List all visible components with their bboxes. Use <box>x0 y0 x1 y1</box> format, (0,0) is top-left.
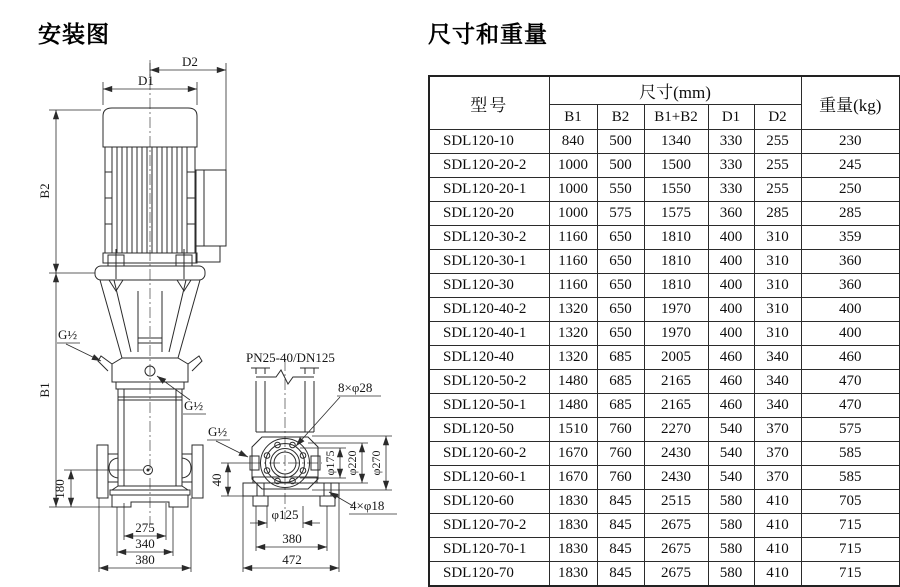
dimensions-weight-table <box>428 75 900 587</box>
value-cell: 1340 <box>644 130 708 154</box>
value-cell: 330 <box>708 178 754 202</box>
model-cell: SDL120-20-1 <box>429 178 549 202</box>
table-row <box>429 130 900 154</box>
value-cell: 540 <box>708 466 754 490</box>
value-cell: 250 <box>801 178 900 202</box>
value-cell: 340 <box>754 370 801 394</box>
value-cell: 410 <box>754 514 801 538</box>
dim-label-275: 275 <box>135 520 155 535</box>
table-row <box>429 466 900 490</box>
port-label-g12-center: G½ <box>184 398 204 413</box>
value-cell: 2165 <box>644 370 708 394</box>
value-cell: 540 <box>708 418 754 442</box>
value-cell: 685 <box>597 346 644 370</box>
value-cell: 760 <box>597 418 644 442</box>
dim-label-340: 340 <box>135 536 155 551</box>
value-cell: 285 <box>754 202 801 226</box>
dim-label-380: 380 <box>135 552 155 567</box>
value-cell: 1830 <box>549 490 597 514</box>
dim-label-phi220: φ220 <box>345 450 359 476</box>
value-cell: 1810 <box>644 274 708 298</box>
table-row <box>429 346 900 370</box>
header-size-group: 尺寸(mm) <box>549 76 801 105</box>
port-label-g12-left: G½ <box>58 327 78 342</box>
model-cell: SDL120-60-2 <box>429 442 549 466</box>
value-cell: 310 <box>754 226 801 250</box>
model-cell: SDL120-70-1 <box>429 538 549 562</box>
value-cell: 410 <box>754 562 801 586</box>
value-cell: 400 <box>708 322 754 346</box>
value-cell: 2005 <box>644 346 708 370</box>
value-cell: 575 <box>801 418 900 442</box>
value-cell: 1500 <box>644 154 708 178</box>
side-view-flange <box>243 360 339 520</box>
value-cell: 1970 <box>644 322 708 346</box>
value-cell: 580 <box>708 562 754 586</box>
value-cell: 650 <box>597 298 644 322</box>
value-cell: 540 <box>708 442 754 466</box>
value-cell: 1480 <box>549 370 597 394</box>
front-view-dimensions <box>37 54 226 572</box>
table-row <box>429 538 900 562</box>
dim-label-b1: B1 <box>37 382 52 398</box>
value-cell: 1000 <box>549 154 597 178</box>
value-cell: 360 <box>801 250 900 274</box>
value-cell: 370 <box>754 442 801 466</box>
value-cell: 310 <box>754 322 801 346</box>
value-cell: 1830 <box>549 562 597 586</box>
value-cell: 470 <box>801 394 900 418</box>
value-cell: 1830 <box>549 538 597 562</box>
model-cell: SDL120-60 <box>429 490 549 514</box>
value-cell: 575 <box>597 202 644 226</box>
value-cell: 1320 <box>549 346 597 370</box>
value-cell: 1320 <box>549 298 597 322</box>
value-cell: 400 <box>708 298 754 322</box>
value-cell: 460 <box>801 346 900 370</box>
value-cell: 1550 <box>644 178 708 202</box>
value-cell: 400 <box>708 250 754 274</box>
header-b1b2: B1+B2 <box>644 105 708 130</box>
value-cell: 1160 <box>549 250 597 274</box>
table-row <box>429 178 900 202</box>
table-row <box>429 250 900 274</box>
value-cell: 410 <box>754 490 801 514</box>
front-view-pump <box>95 60 226 524</box>
value-cell: 360 <box>801 274 900 298</box>
value-cell: 359 <box>801 226 900 250</box>
dim-label-472: 472 <box>282 552 302 567</box>
value-cell: 650 <box>597 250 644 274</box>
table-row <box>429 322 900 346</box>
value-cell: 1510 <box>549 418 597 442</box>
port-label-g12-side: G½ <box>208 424 228 439</box>
value-cell: 370 <box>754 418 801 442</box>
value-cell: 1160 <box>549 274 597 298</box>
model-cell: SDL120-10 <box>429 130 549 154</box>
dim-label-b2: B2 <box>37 183 52 199</box>
value-cell: 705 <box>801 490 900 514</box>
value-cell: 550 <box>597 178 644 202</box>
value-cell: 2675 <box>644 562 708 586</box>
bolt-callout-4x18: 4×φ18 <box>350 498 385 513</box>
table-row <box>429 562 900 586</box>
value-cell: 245 <box>801 154 900 178</box>
model-cell: SDL120-70 <box>429 562 549 586</box>
model-cell: SDL120-70-2 <box>429 514 549 538</box>
value-cell: 330 <box>708 154 754 178</box>
value-cell: 845 <box>597 538 644 562</box>
value-cell: 580 <box>708 490 754 514</box>
value-cell: 685 <box>597 394 644 418</box>
value-cell: 650 <box>597 274 644 298</box>
model-cell: SDL120-30-1 <box>429 250 549 274</box>
value-cell: 1810 <box>644 250 708 274</box>
value-cell: 285 <box>801 202 900 226</box>
value-cell: 310 <box>754 250 801 274</box>
value-cell: 255 <box>754 178 801 202</box>
value-cell: 360 <box>708 202 754 226</box>
value-cell: 410 <box>754 538 801 562</box>
model-cell: SDL120-40 <box>429 346 549 370</box>
value-cell: 400 <box>801 322 900 346</box>
value-cell: 330 <box>708 130 754 154</box>
value-cell: 340 <box>754 394 801 418</box>
value-cell: 1670 <box>549 442 597 466</box>
installation-drawing <box>0 0 430 586</box>
value-cell: 580 <box>708 538 754 562</box>
value-cell: 1320 <box>549 322 597 346</box>
model-cell: SDL120-20 <box>429 202 549 226</box>
value-cell: 470 <box>801 370 900 394</box>
value-cell: 460 <box>708 370 754 394</box>
value-cell: 370 <box>754 466 801 490</box>
value-cell: 760 <box>597 466 644 490</box>
value-cell: 715 <box>801 562 900 586</box>
value-cell: 255 <box>754 154 801 178</box>
dim-label-d2: D2 <box>182 54 198 69</box>
value-cell: 845 <box>597 490 644 514</box>
table-body <box>429 130 900 586</box>
value-cell: 760 <box>597 442 644 466</box>
value-cell: 1000 <box>549 178 597 202</box>
value-cell: 650 <box>597 322 644 346</box>
dim-label-phi175: φ175 <box>323 450 337 476</box>
value-cell: 1000 <box>549 202 597 226</box>
value-cell: 400 <box>708 274 754 298</box>
table-row <box>429 370 900 394</box>
model-cell: SDL120-50-2 <box>429 370 549 394</box>
value-cell: 1830 <box>549 514 597 538</box>
value-cell: 255 <box>754 130 801 154</box>
value-cell: 310 <box>754 274 801 298</box>
value-cell: 715 <box>801 538 900 562</box>
value-cell: 1970 <box>644 298 708 322</box>
table-row <box>429 514 900 538</box>
table-row <box>429 154 900 178</box>
value-cell: 340 <box>754 346 801 370</box>
value-cell: 845 <box>597 562 644 586</box>
value-cell: 2430 <box>644 466 708 490</box>
model-cell: SDL120-60-1 <box>429 466 549 490</box>
header-b2: B2 <box>597 105 644 130</box>
value-cell: 500 <box>597 130 644 154</box>
value-cell: 2675 <box>644 514 708 538</box>
table-row <box>429 298 900 322</box>
value-cell: 1810 <box>644 226 708 250</box>
value-cell: 1160 <box>549 226 597 250</box>
header-model: 型号 <box>429 76 549 130</box>
value-cell: 585 <box>801 466 900 490</box>
value-cell: 2675 <box>644 538 708 562</box>
value-cell: 580 <box>708 514 754 538</box>
value-cell: 1480 <box>549 394 597 418</box>
value-cell: 650 <box>597 226 644 250</box>
value-cell: 840 <box>549 130 597 154</box>
value-cell: 230 <box>801 130 900 154</box>
model-cell: SDL120-40-2 <box>429 298 549 322</box>
value-cell: 2165 <box>644 394 708 418</box>
value-cell: 2515 <box>644 490 708 514</box>
dim-label-40: 40 <box>209 473 224 487</box>
side-view-dimensions <box>207 350 397 572</box>
table-row <box>429 394 900 418</box>
header-b1: B1 <box>549 105 597 130</box>
value-cell: 460 <box>708 394 754 418</box>
value-cell: 400 <box>801 298 900 322</box>
model-cell: SDL120-50 <box>429 418 549 442</box>
value-cell: 1575 <box>644 202 708 226</box>
dim-label-d1: D1 <box>138 73 154 88</box>
bolt-callout-8x28: 8×φ28 <box>338 380 373 395</box>
value-cell: 685 <box>597 370 644 394</box>
table-row <box>429 418 900 442</box>
table-row <box>429 226 900 250</box>
header-weight: 重量(kg) <box>801 76 900 130</box>
table-row <box>429 442 900 466</box>
header-d2: D2 <box>754 105 801 130</box>
value-cell: 310 <box>754 298 801 322</box>
table-row <box>429 490 900 514</box>
value-cell: 845 <box>597 514 644 538</box>
value-cell: 2270 <box>644 418 708 442</box>
value-cell: 500 <box>597 154 644 178</box>
model-cell: SDL120-40-1 <box>429 322 549 346</box>
value-cell: 585 <box>801 442 900 466</box>
diagram-title: 安装图 <box>38 21 110 47</box>
table-row <box>429 274 900 298</box>
table-title: 尺寸和重量 <box>428 21 548 47</box>
model-cell: SDL120-30-2 <box>429 226 549 250</box>
model-cell: SDL120-20-2 <box>429 154 549 178</box>
value-cell: 460 <box>708 346 754 370</box>
table-row <box>429 202 900 226</box>
header-d1: D1 <box>708 105 754 130</box>
model-cell: SDL120-30 <box>429 274 549 298</box>
value-cell: 2430 <box>644 442 708 466</box>
dim-label-phi270: φ270 <box>369 450 383 476</box>
dim-label-380-side: 380 <box>282 531 302 546</box>
value-cell: 715 <box>801 514 900 538</box>
dim-label-phi125: φ125 <box>271 507 299 522</box>
value-cell: 400 <box>708 226 754 250</box>
dim-label-180: 180 <box>52 479 67 499</box>
pipe-spec-label: PN25-40/DN125 <box>246 350 335 365</box>
value-cell: 1670 <box>549 466 597 490</box>
model-cell: SDL120-50-1 <box>429 394 549 418</box>
